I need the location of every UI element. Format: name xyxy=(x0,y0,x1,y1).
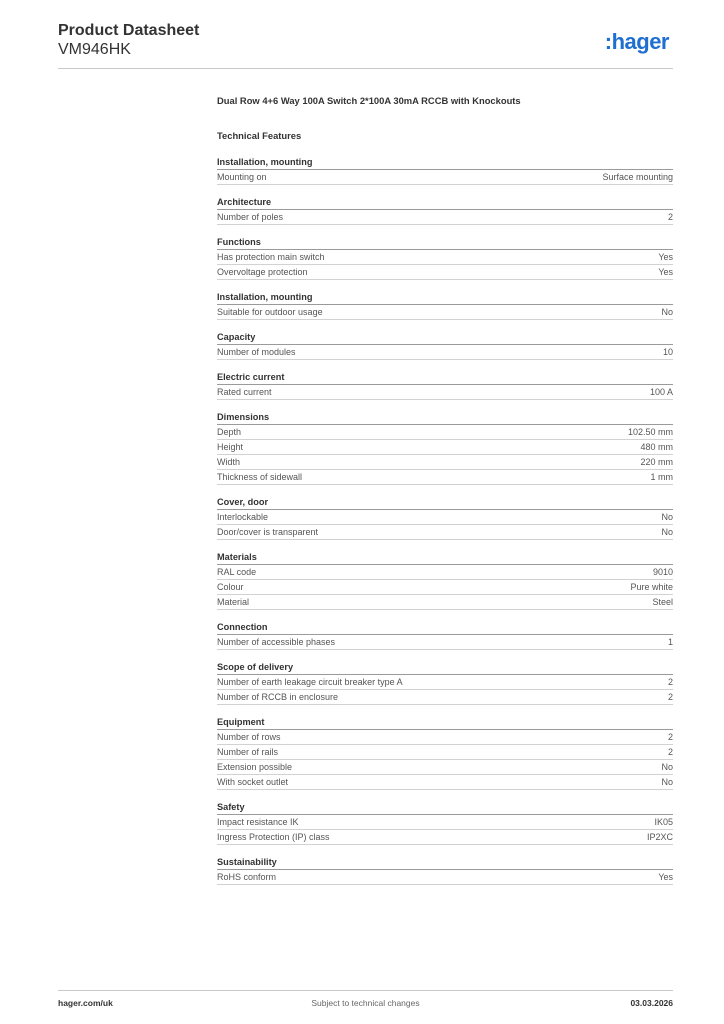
feature-row xyxy=(217,635,673,650)
section-title: Safety xyxy=(217,801,673,815)
section-title: Installation, mounting xyxy=(217,291,673,305)
feature-row xyxy=(217,510,673,525)
feature-value: No xyxy=(661,512,673,522)
feature-label: Ingress Protection (IP) class xyxy=(217,832,330,842)
feature-value: Yes xyxy=(658,267,673,277)
feature-value: Yes xyxy=(658,252,673,262)
feature-label: Thickness of sidewall xyxy=(217,472,303,482)
feature-value: 100 A xyxy=(649,387,673,397)
feature-row xyxy=(217,815,673,830)
feature-row xyxy=(217,730,673,745)
feature-value: Pure white xyxy=(630,582,673,592)
feature-row xyxy=(217,210,673,225)
product-model: VM946HK xyxy=(58,41,131,58)
feature-label: Depth xyxy=(217,427,242,437)
feature-section xyxy=(217,411,673,485)
feature-row xyxy=(217,440,673,455)
feature-label: Colour xyxy=(217,582,244,592)
feature-value: 2 xyxy=(667,692,673,702)
feature-row xyxy=(217,690,673,705)
feature-value: 2 xyxy=(667,732,673,742)
page-header xyxy=(58,20,673,70)
feature-value: 2 xyxy=(667,747,673,757)
section-title: Scope of delivery xyxy=(217,661,673,675)
feature-value: 102.50 mm xyxy=(627,427,673,437)
feature-label: RoHS conform xyxy=(217,872,277,882)
hager-logo xyxy=(591,28,671,56)
feature-section xyxy=(217,196,673,225)
datasheet-content xyxy=(217,95,673,896)
section-title: Architecture xyxy=(217,196,673,210)
feature-row xyxy=(217,830,673,845)
feature-label: Has protection main switch xyxy=(217,252,325,262)
feature-row xyxy=(217,470,673,485)
feature-label: RAL code xyxy=(217,567,257,577)
feature-row xyxy=(217,745,673,760)
feature-value: No xyxy=(661,777,673,787)
feature-row xyxy=(217,250,673,265)
footer-date: 03.03.2026 xyxy=(630,998,673,1008)
feature-value: 1 mm xyxy=(650,472,673,482)
technical-features-heading: Technical Features xyxy=(217,130,302,141)
section-title: Materials xyxy=(217,551,673,565)
section-title: Cover, door xyxy=(217,496,673,510)
section-title: Functions xyxy=(217,236,673,250)
feature-label: Number of RCCB in enclosure xyxy=(217,692,339,702)
feature-value: 10 xyxy=(662,347,673,357)
feature-row xyxy=(217,525,673,540)
section-title: Sustainability xyxy=(217,856,673,870)
feature-section xyxy=(217,236,673,280)
feature-section xyxy=(217,371,673,400)
feature-section xyxy=(217,551,673,610)
footer-website: hager.com/uk xyxy=(58,998,113,1008)
feature-row xyxy=(217,345,673,360)
feature-row xyxy=(217,305,673,320)
feature-section xyxy=(217,331,673,360)
section-title: Dimensions xyxy=(217,411,673,425)
section-title: Equipment xyxy=(217,716,673,730)
feature-row xyxy=(217,565,673,580)
section-title: Electric current xyxy=(217,371,673,385)
footer-divider xyxy=(58,990,673,991)
header-divider xyxy=(58,68,673,69)
feature-label: Overvoltage protection xyxy=(217,267,308,277)
feature-label: Door/cover is transparent xyxy=(217,527,319,537)
feature-value: 2 xyxy=(667,212,673,222)
feature-row xyxy=(217,455,673,470)
feature-label: Material xyxy=(217,597,250,607)
section-title: Installation, mounting xyxy=(217,156,673,170)
section-title: Capacity xyxy=(217,331,673,345)
feature-row xyxy=(217,775,673,790)
feature-section xyxy=(217,716,673,790)
feature-row xyxy=(217,595,673,610)
product-description: Dual Row 4+6 Way 100A Switch 2*100A 30mA RCCB with Knockouts xyxy=(217,95,521,106)
feature-section xyxy=(217,801,673,845)
feature-label: With socket outlet xyxy=(217,777,289,787)
feature-value: 220 mm xyxy=(640,457,673,467)
feature-label: Impact resistance IK xyxy=(217,817,299,827)
feature-label: Extension possible xyxy=(217,762,293,772)
feature-section xyxy=(217,621,673,650)
feature-label: Suitable for outdoor usage xyxy=(217,307,323,317)
footer-note: Subject to technical changes xyxy=(311,998,420,1008)
feature-row xyxy=(217,580,673,595)
feature-label: Number of modules xyxy=(217,347,296,357)
feature-label: Number of rows xyxy=(217,732,281,742)
feature-row xyxy=(217,265,673,280)
feature-section xyxy=(217,156,673,185)
svg-text::hager: :hager xyxy=(604,29,669,54)
feature-row xyxy=(217,760,673,775)
feature-value: Surface mounting xyxy=(602,172,673,182)
feature-row xyxy=(217,870,673,885)
feature-section xyxy=(217,661,673,705)
feature-value: No xyxy=(661,307,673,317)
document-title: Product Datasheet xyxy=(58,22,200,39)
feature-sections xyxy=(217,156,673,885)
feature-label: Number of poles xyxy=(217,212,284,222)
feature-value: 2 xyxy=(667,677,673,687)
feature-label: Height xyxy=(217,442,244,452)
feature-label: Mounting on xyxy=(217,172,267,182)
feature-label: Number of earth leakage circuit breaker type A xyxy=(217,677,403,687)
feature-row xyxy=(217,170,673,185)
feature-value: No xyxy=(661,527,673,537)
feature-label: Rated current xyxy=(217,387,272,397)
feature-value: Yes xyxy=(658,872,673,882)
feature-section xyxy=(217,856,673,885)
feature-value: IK05 xyxy=(654,817,673,827)
feature-value: 480 mm xyxy=(640,442,673,452)
feature-value: No xyxy=(661,762,673,772)
feature-value: IP2XC xyxy=(646,832,673,842)
feature-label: Number of rails xyxy=(217,747,279,757)
feature-section xyxy=(217,496,673,540)
feature-label: Interlockable xyxy=(217,512,269,522)
feature-section xyxy=(217,291,673,320)
feature-row xyxy=(217,425,673,440)
feature-label: Width xyxy=(217,457,241,467)
feature-row xyxy=(217,385,673,400)
section-title: Connection xyxy=(217,621,673,635)
feature-value: 9010 xyxy=(652,567,673,577)
feature-row xyxy=(217,675,673,690)
feature-value: Steel xyxy=(652,597,673,607)
feature-label: Number of accessible phases xyxy=(217,637,336,647)
page-footer xyxy=(58,998,673,1010)
feature-value: 1 xyxy=(667,637,673,647)
